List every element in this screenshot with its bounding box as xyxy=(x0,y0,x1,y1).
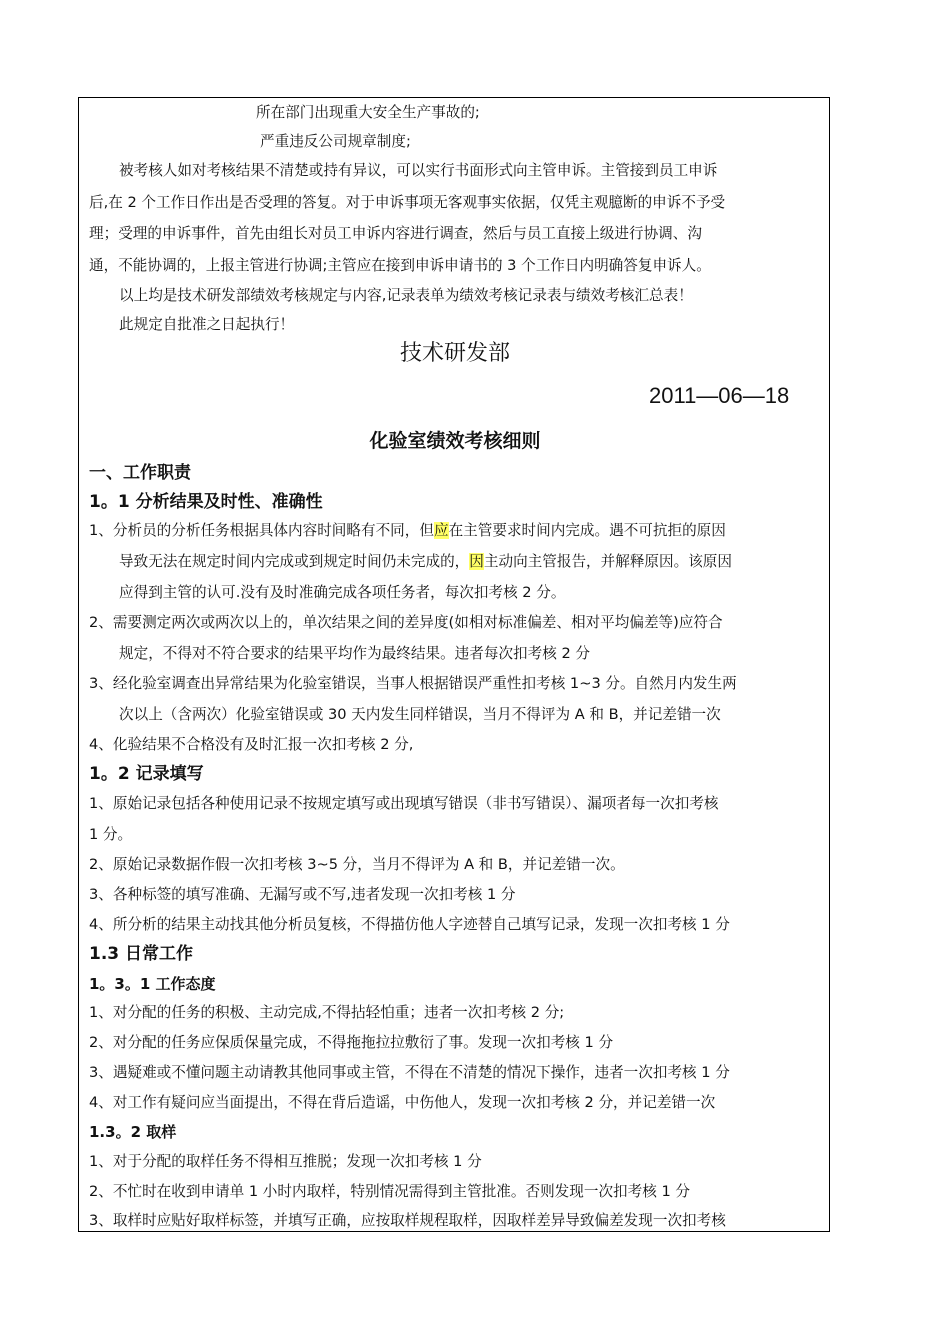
accuracy-item-1-line-1: 1、分析员的分析任务根据具体内容时间略有不同，但应在主管要求时间内完成。遇不可抗拒的原因 xyxy=(89,522,726,539)
records-item-2: 2、原始记录数据作假一次扣考核 3~5 分，当月不得评为 A 和 B，并记差错一次。 xyxy=(89,856,625,873)
attitude-item-1: 1、对分配的任务的积极、主动完成,不得拈轻怕重；违者一次扣考核 2 分; xyxy=(89,1004,565,1021)
subsection-heading-daily-work: 1.3 日常工作 xyxy=(89,944,194,964)
accuracy-item-3-line-1: 3、经化验室调查出异常结果为化验室错误，当事人根据错误严重性扣考核 1~3 分。自然月内发生两 xyxy=(89,675,737,692)
records-item-1-line-2: 1 分。 xyxy=(89,826,133,843)
records-item-4: 4、所分析的结果主动找其他分析员复核，不得描仿他人字迹替自己填写记录，发现一次扣考核 1 分 xyxy=(89,916,730,933)
heading-work-attitude: 1。3。1 工作态度 xyxy=(89,975,216,993)
document-title: 化验室绩效考核细则 xyxy=(369,430,541,452)
effective-line: 此规定自批准之日起执行！ xyxy=(119,316,295,333)
heading-sampling: 1.3。2 取样 xyxy=(89,1123,177,1141)
intro-line-violation: 严重违反公司规章制度; xyxy=(260,133,411,150)
section-heading-duties: 一、工作职责 xyxy=(89,463,191,483)
signature-date: 2011—06—18 xyxy=(649,383,790,408)
attitude-item-2: 2、对分配的任务应保质保量完成，不得拖拖拉拉敷衍了事。发现一次扣考核 1 分 xyxy=(89,1034,614,1051)
attitude-item-4: 4、对工作有疑问应当面提出，不得在背后造谣，中伤他人，发现一次扣考核 2 分，并记差错一次 xyxy=(89,1094,716,1111)
appeal-line-4: 通，不能协调的，上报主管进行协调;主管应在接到申诉申请书的 3 个工作日内明确答复申诉人。 xyxy=(89,257,711,274)
highlighted-char: 应 xyxy=(433,522,449,539)
intro-line-accident: 所在部门出现重大安全生产事故的; xyxy=(256,104,480,121)
records-item-3: 3、各种标签的填写准确、无漏写或不写,违者发现一次扣考核 1 分 xyxy=(89,886,516,903)
subsection-heading-accuracy: 1。1 分析结果及时性、准确性 xyxy=(89,492,323,512)
appeal-line-1: 被考核人如对考核结果不清楚或持有异议，可以实行书面形式向主管申诉。主管接到员工申诉 xyxy=(119,162,718,179)
sampling-item-1: 1、对于分配的取样任务不得相互推脱；发现一次扣考核 1 分 xyxy=(89,1153,482,1170)
appeal-line-3: 理；受理的申诉事件，首先由组长对员工申诉内容进行调查，然后与员工直接上级进行协调、沟 xyxy=(89,225,702,242)
accuracy-item-4: 4、化验结果不合格没有及时汇报一次扣考核 2 分, xyxy=(89,736,414,753)
sampling-item-3: 3、取样时应贴好取样标签，并填写正确，应按取样规程取样，因取样差异导致偏差发现一次扣考核 xyxy=(89,1212,726,1229)
subsection-heading-records: 1。2 记录填写 xyxy=(89,764,204,784)
document-frame xyxy=(78,97,830,1232)
highlighted-char: 因 xyxy=(469,553,484,570)
accuracy-item-2-line-1: 2、需要测定两次或两次以上的，单次结果之间的差异度(如相对标准偏差、相对平均偏差等)应符合 xyxy=(89,614,723,631)
accuracy-item-2-line-2: 规定，不得对不符合要求的结果平均作为最终结果。违者每次扣考核 2 分 xyxy=(119,645,590,662)
attitude-item-3: 3、遇疑难或不懂问题主动请教其他同事或主管，不得在不清楚的情况下操作，违者一次扣考核 1 分 xyxy=(89,1064,730,1081)
sampling-item-2: 2、不忙时在收到申请单 1 小时内取样，特别情况需得到主管批准。否则发现一次扣考核 1 分 xyxy=(89,1183,690,1200)
accuracy-item-1-line-3: 应得到主管的认可.没有及时准确完成各项任务者，每次扣考核 2 分。 xyxy=(119,584,566,601)
appeal-line-2: 后,在 2 个工作日作出是否受理的答复。对于申诉事项无客观事实依据，仅凭主观臆断的申诉不予受 xyxy=(89,194,726,211)
department-signature: 技术研发部 xyxy=(399,341,510,366)
accuracy-item-3-line-2: 次以上（含两次）化验室错误或 30 天内发生同样错误，当月不得评为 A 和 B，并记差错一次 xyxy=(119,706,721,723)
records-item-1-line-1: 1、原始记录包括各种使用记录不按规定填写或出现填写错误（非书写错误）、漏项者每一次扣考核 xyxy=(89,795,719,812)
summary-line: 以上均是技术研发部绩效考核规定与内容,记录表单为绩效考核记录表与绩效考核汇总表！ xyxy=(119,287,693,304)
accuracy-item-1-line-2: 导致无法在规定时间内完成或到规定时间仍未完成的，因主动向主管报告，并解释原因。该原因 xyxy=(119,553,732,570)
